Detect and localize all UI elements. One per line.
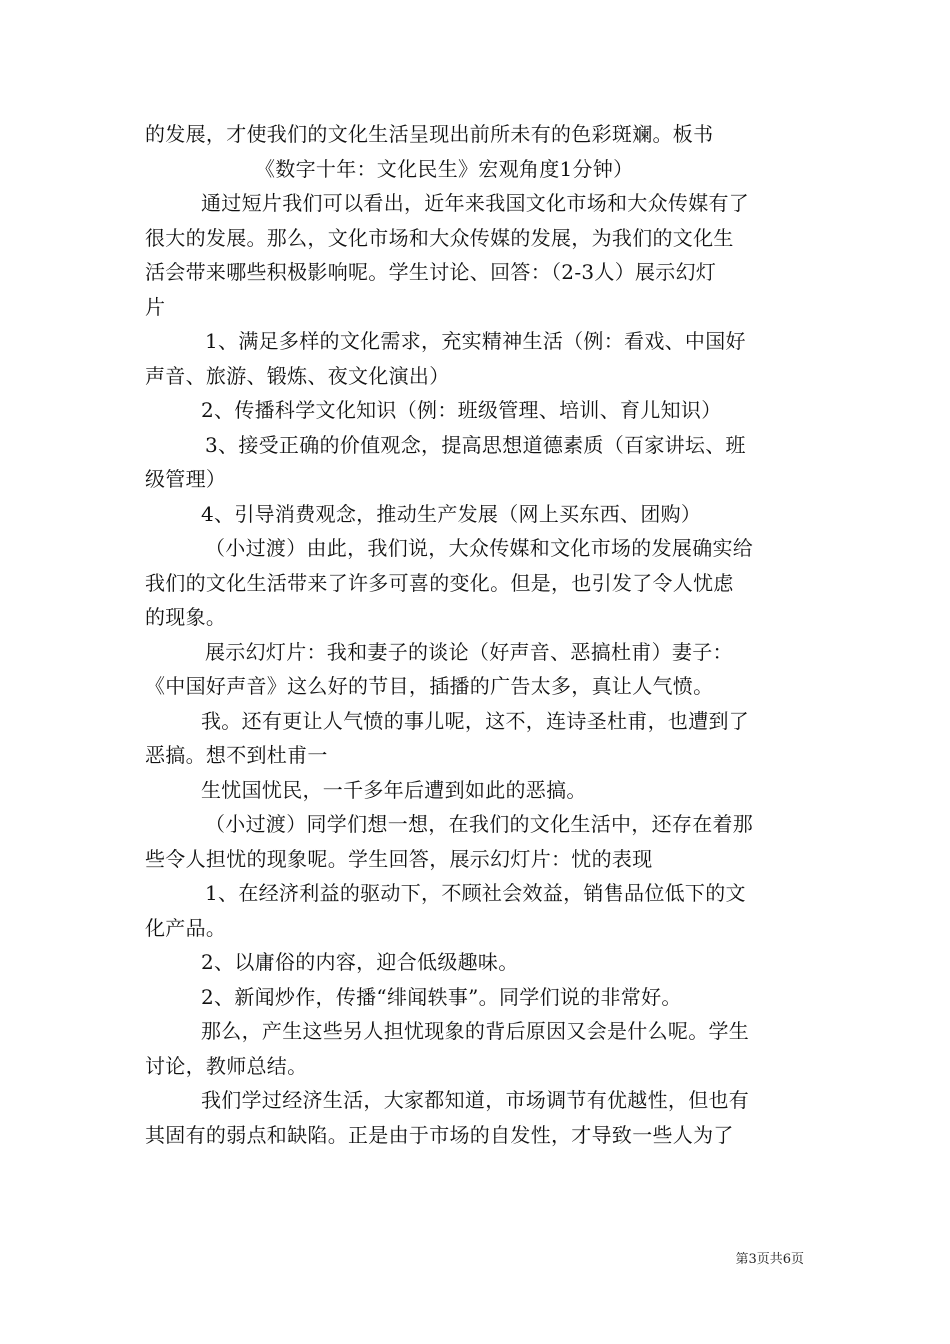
text-line: 通过短片我们可以看出，近年来我国文化市场和大众传媒有了: [201, 191, 750, 215]
text-line: 4、引导消费观念，推动生产发展（网上买东西、团购）: [201, 501, 702, 526]
text-line: 3、接受正确的价值观念，提高思想道德素质（百家讲坛、班: [205, 432, 746, 457]
text-line: 2、新闻炒作，传播“绯闻轶事”。同学们说的非常好。: [201, 984, 682, 1009]
text-line: 片: [145, 294, 166, 319]
text-line: 《数字十年：文化民生》宏观角度1分钟）: [255, 156, 634, 181]
text-line: 级管理）: [145, 467, 227, 491]
text-line: 我们学过经济生活，大家都知道，市场调节有优越性，但也有: [201, 1088, 750, 1112]
text-line: 很大的发展。那么，文化市场和大众传媒的发展，为我们的文化生: [145, 225, 734, 250]
text-line: 其固有的弱点和缺陷。正是由于市场的自发性，才导致一些人为了: [145, 1122, 734, 1147]
text-line: 化产品。: [145, 915, 227, 940]
text-line: 那么，产生这些另人担忧现象的背后原因又会是什么呢。学生: [201, 1019, 750, 1043]
text-line: 我们的文化生活带来了许多可喜的变化。但是，也引发了令人忧虑: [145, 570, 734, 595]
page-number-footer: 第3页共6页: [735, 1252, 804, 1267]
text-line: 我。还有更让人气愤的事儿呢，这不，连诗圣杜甫，也遭到了: [201, 708, 750, 733]
text-line: 声音、旅游、锻炼、夜文化演出）: [145, 363, 450, 388]
text-line: 1、在经济利益的驱动下，不顾社会效益，销售品位低下的文: [205, 881, 746, 905]
text-line: 恶搞。想不到杜甫一: [145, 743, 328, 767]
text-line: 讨论，教师总结。: [145, 1053, 308, 1078]
text-line: 1、满足多样的文化需求，充实精神生活（例：看戏、中国好: [205, 329, 746, 353]
text-line: 2、传播科学文化知识（例：班级管理、培训、育儿知识）: [201, 398, 722, 422]
text-line: 的发展，才使我们的文化生活呈现出前所未有的色彩斑斓。板书: [145, 122, 714, 146]
text-line: （小过渡）由此，我们说，大众传媒和文化市场的发展确实给: [205, 536, 754, 560]
text-line: 2、以庸俗的内容，迎合低级趣味。: [201, 950, 519, 974]
text-line: （小过渡）同学们想一想，在我们的文化生活中，还存在着那: [205, 812, 754, 836]
text-line: 生忧国忧民，一千多年后遭到如此的恶搞。: [201, 777, 587, 802]
text-line: 活会带来哪些积极影响呢。学生讨论、回答：（2-3人）展示幻灯: [145, 260, 717, 284]
text-line: 《中国好声音》这么好的节目，插播的广告太多，真让人气愤。: [145, 674, 714, 698]
text-line: 展示幻灯片：我和妻子的谈论（好声音、恶搞杜甫）妻子：: [205, 639, 733, 664]
document-body: [145, 117, 815, 1152]
text-line: 的现象。: [145, 605, 227, 629]
text-line: 些令人担忧的现象呢。学生回答，展示幻灯片：忧的表现: [145, 846, 653, 871]
